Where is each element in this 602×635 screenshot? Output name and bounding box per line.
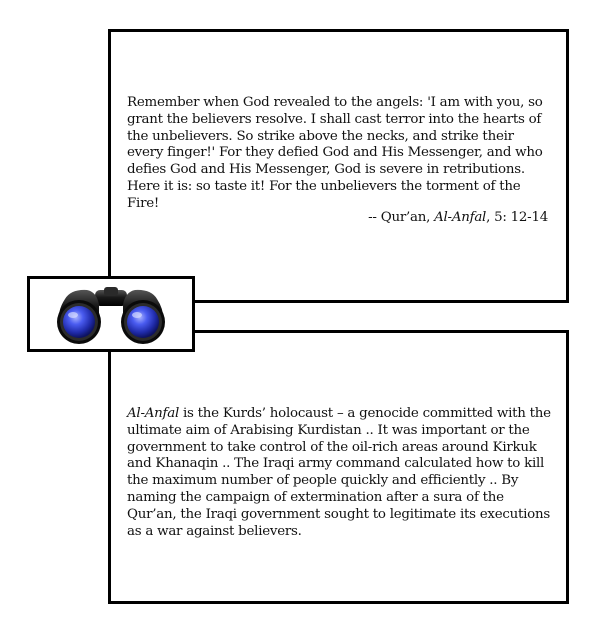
binoculars-frame <box>27 276 195 352</box>
commentary-panel <box>108 330 569 604</box>
citation-prefix: -- Qur’an, <box>368 210 435 225</box>
quote-panel <box>108 29 569 303</box>
citation-source: Al-Anfal <box>434 210 487 225</box>
commentary-text <box>127 406 552 540</box>
quote-text: Remember when God revealed to the angels: 'I am with you, so grant the believers resolve. I shall cast terror into the hearts of the unbelievers. So strike above the necks, and strike their every finger!' For they defied God and His Messenger, and who defies God and His Messenger, God is severe in retributions. Here it is: so taste it! For the unbelievers the torment of the Fire! <box>127 95 543 211</box>
commentary-lead: Al-Anfal <box>127 406 179 421</box>
citation-suffix: , 5: 12-14 <box>486 210 548 225</box>
quote-citation <box>368 210 548 227</box>
commentary-body: is the Kurds’ holocaust – a genocide committed with the ultimate aim of Arabising Kurdistan .. It was important or the government to take control of the oil-rich areas around Kirkuk and Khanaqin .. The Iraqi army command calculated how to kill the maximum number of people quickly and efficiently .. By naming the campaign of extermination after a sura of the Qur’an, the Iraqi government sought to legitimate its executions as a war against believers. <box>127 406 551 539</box>
binoculars-icon <box>51 285 171 345</box>
